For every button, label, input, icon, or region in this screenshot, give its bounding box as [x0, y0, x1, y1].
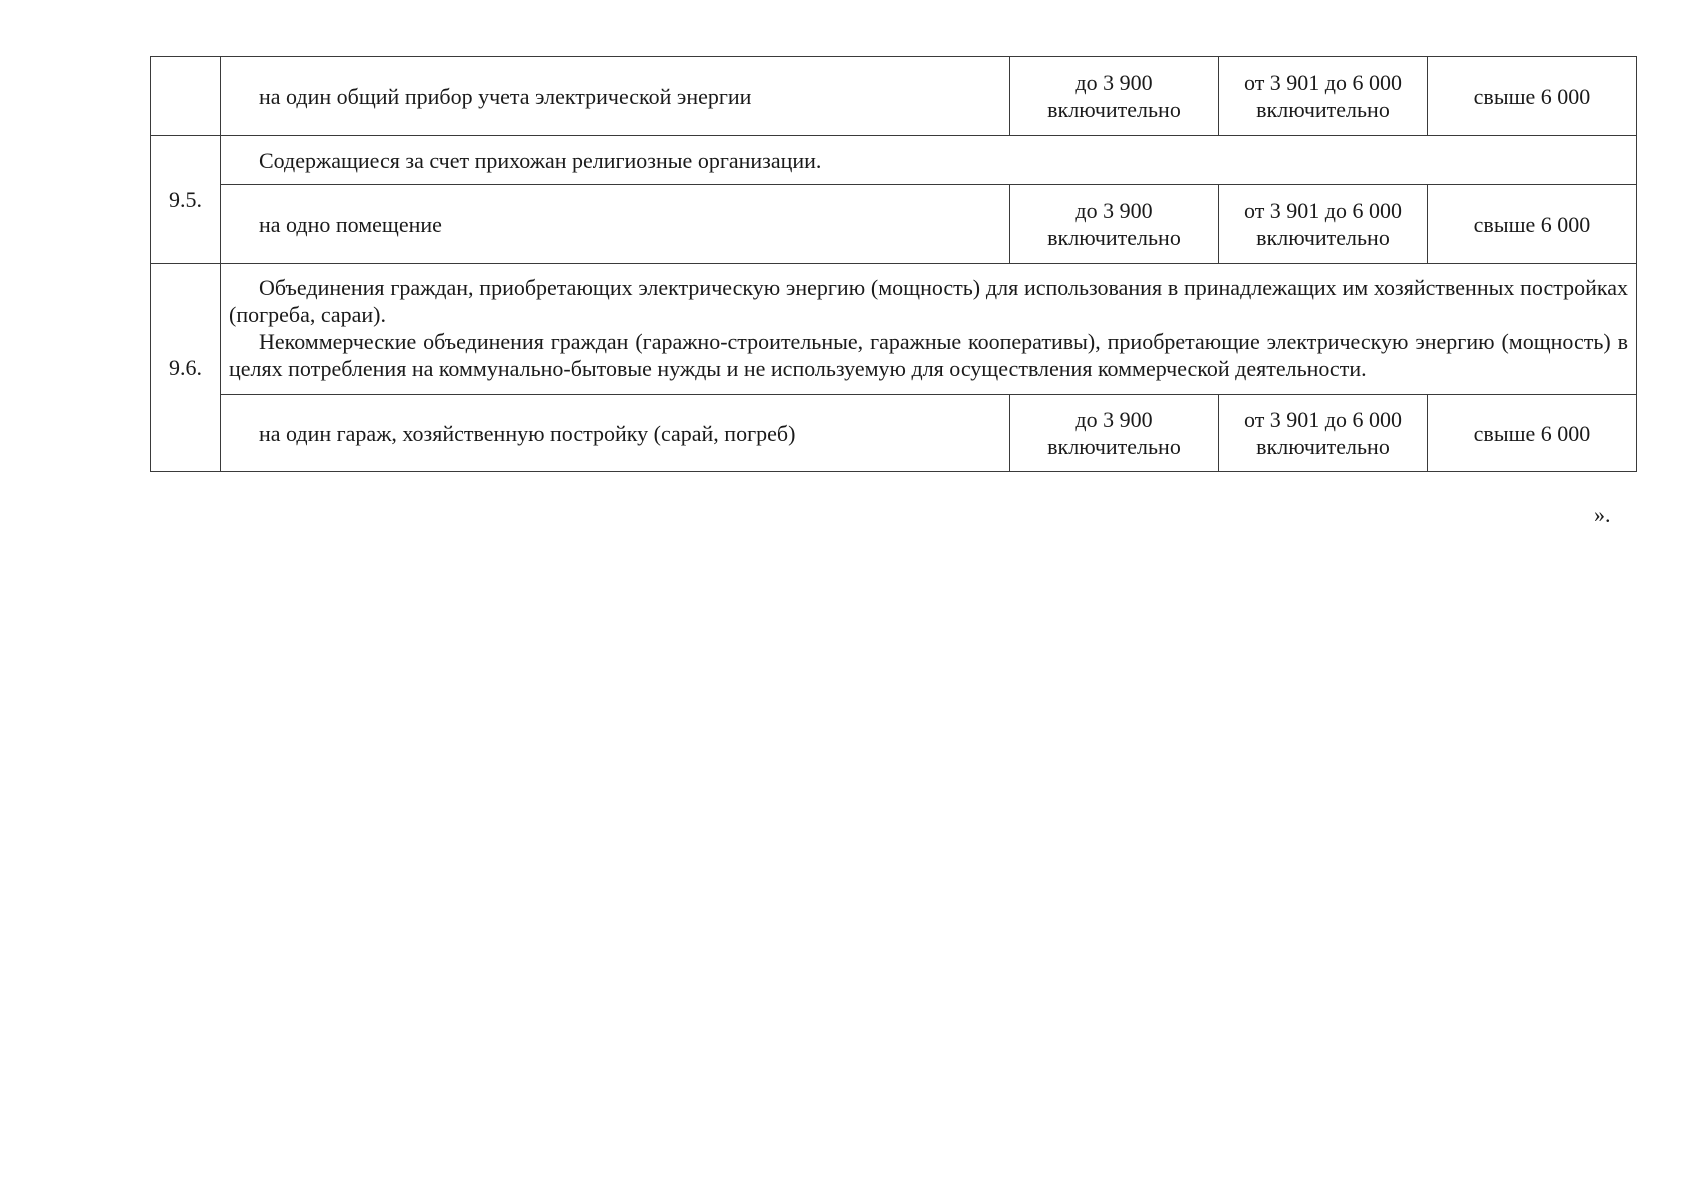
section-paragraph: Объединения граждан, приобретающих электрическую энергию (мощность) для использования в принадлежащих им хозяйственных постройках (погреба, сараи).: [229, 275, 1628, 327]
range-low-line2: включительно: [1047, 225, 1181, 250]
section-header-row: [151, 264, 1637, 395]
range-low-cell: [1010, 57, 1219, 136]
range-mid-line2: включительно: [1256, 97, 1390, 122]
range-high-cell: свыше 6 000: [1428, 395, 1637, 472]
row-description: на один гараж, хозяйственную постройку (сарай, погреб): [221, 395, 1010, 472]
section-header: [221, 264, 1637, 395]
range-low-line1: до 3 900: [1075, 198, 1153, 223]
range-mid-cell: [1219, 395, 1428, 472]
range-low-cell: [1010, 395, 1219, 472]
range-low-cell: [1010, 185, 1219, 264]
section-header-row: [151, 136, 1637, 185]
row-number-cell: [151, 57, 221, 136]
section-number: 9.5.: [151, 136, 221, 264]
range-low-line2: включительно: [1047, 97, 1181, 122]
row-description: на одно помещение: [221, 185, 1010, 264]
range-low-line1: до 3 900: [1075, 407, 1153, 432]
range-mid-cell: [1219, 185, 1428, 264]
range-high-cell: свыше 6 000: [1428, 185, 1637, 264]
range-high-cell: свыше 6 000: [1428, 57, 1637, 136]
range-mid-line1: от 3 901 до 6 000: [1243, 407, 1403, 432]
tariff-table: [150, 56, 1637, 472]
row-description: на один общий прибор учета электрической энергии: [221, 57, 1010, 136]
range-low-line2: включительно: [1047, 434, 1181, 459]
range-low-line1: до 3 900: [1075, 70, 1153, 95]
table-row: [151, 185, 1637, 264]
range-mid-line1: от 3 901 до 6 000: [1243, 70, 1403, 95]
table-row: [151, 57, 1637, 136]
table-row: [151, 395, 1637, 472]
section-paragraph: Некоммерческие объединения граждан (гаражно-строительные, гаражные кооперативы), приобретающие электрическую энергию (мощность) в целях потребления на коммунально-бытовые нужды и не используемую для осуществления коммерческой деятельности.: [229, 329, 1628, 381]
range-mid-cell: [1219, 57, 1428, 136]
range-mid-line2: включительно: [1256, 434, 1390, 459]
closing-quote-mark: ».: [1594, 502, 1611, 527]
section-header: Содержащиеся за счет прихожан религиозные организации.: [221, 136, 1637, 185]
range-mid-line2: включительно: [1256, 225, 1390, 250]
section-number: 9.6.: [151, 264, 221, 472]
range-mid-line1: от 3 901 до 6 000: [1243, 198, 1403, 223]
